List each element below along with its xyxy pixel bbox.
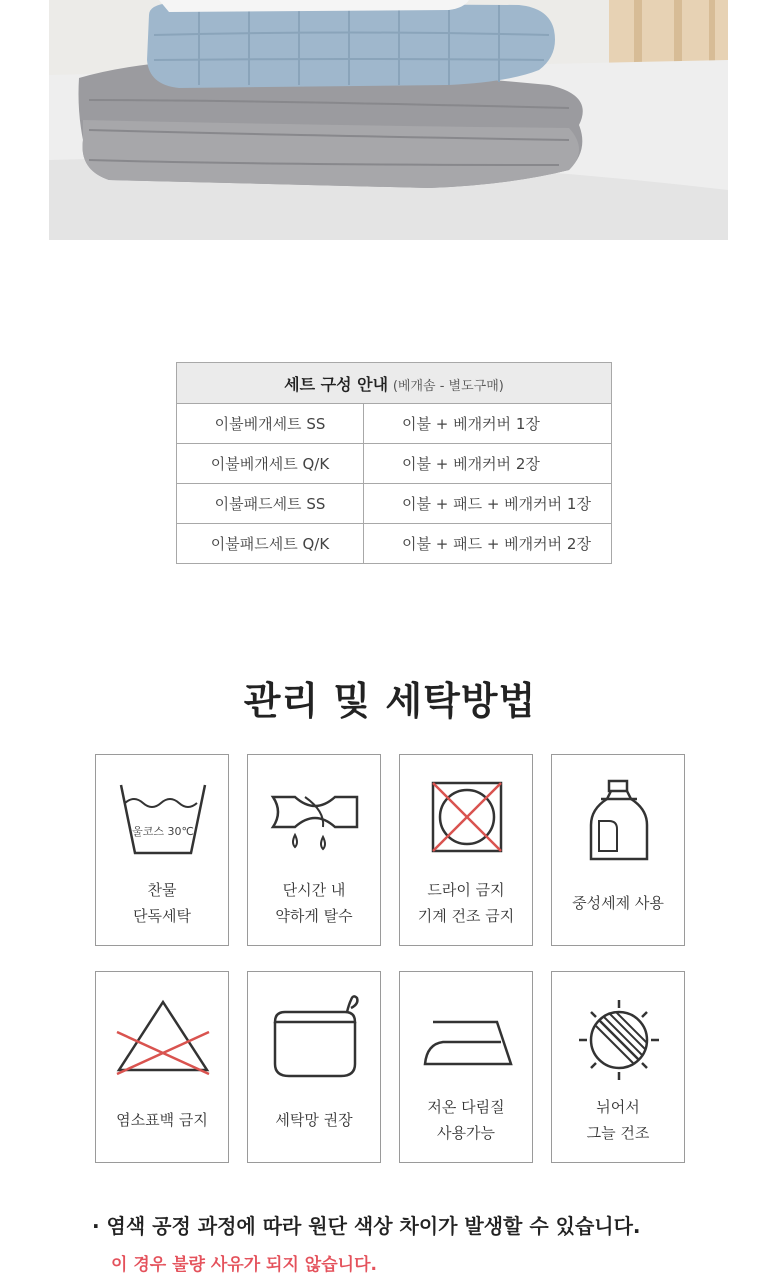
table-row [177, 524, 612, 564]
care-label-line1: 중성세제 사용 [572, 894, 664, 912]
care-label-line1: 드라이 금지 [427, 881, 505, 899]
laundry-net-icon [265, 992, 365, 1082]
care-label-line2: 약하게 탈수 [275, 907, 353, 925]
table-header [177, 363, 612, 404]
shade-dry-icon [569, 992, 669, 1082]
low-iron-icon [417, 992, 517, 1082]
care-card-dry [399, 754, 533, 946]
wring-icon [265, 775, 365, 865]
set-name: 이불패드세트 Q/K [177, 524, 364, 564]
wash-tub-icon [113, 775, 213, 865]
table-row [177, 404, 612, 444]
set-contents: 이불 + 패드 + 베개커버 1장 [364, 484, 612, 524]
care-card-bleach [95, 971, 229, 1163]
care-label-line1: 저온 다림질 [427, 1098, 505, 1116]
care-label-line1: 뉘어서 [596, 1098, 640, 1116]
care-card-detergent [551, 754, 685, 946]
care-label-line1: 염소표백 금지 [116, 1111, 208, 1129]
detergent-bottle-icon [569, 775, 669, 865]
table-header-subtitle: (베개솜 - 별도구매) [392, 378, 504, 394]
care-card-shade-dry [551, 971, 685, 1163]
set-contents: 이불 + 베개커버 2장 [364, 444, 612, 484]
set-name: 이불패드세트 SS [177, 484, 364, 524]
care-section-title: 관리 및 세탁방법 [243, 679, 537, 723]
care-label-line2: 사용가능 [437, 1124, 495, 1142]
set-contents: 이불 + 패드 + 베개커버 2장 [364, 524, 612, 564]
product-photo [49, 0, 728, 240]
table-header-title: 세트 구성 안내 [284, 374, 389, 394]
care-card-iron [399, 971, 533, 1163]
care-label-line2: 단독세탁 [133, 907, 191, 925]
care-label-line1: 찬물 [147, 881, 177, 899]
no-tumble-dry-icon [417, 775, 517, 865]
care-label-line1: 세탁망 권장 [275, 1111, 353, 1129]
care-card-net [247, 971, 381, 1163]
no-bleach-icon [113, 992, 213, 1082]
table-row [177, 444, 612, 484]
care-label-line2: 그늘 건조 [586, 1124, 650, 1142]
care-card-spin [247, 754, 381, 946]
set-name: 이불베개세트 SS [177, 404, 364, 444]
care-label-line1: 단시간 내 [282, 881, 346, 899]
care-card-wash [95, 754, 229, 946]
table-row [177, 484, 612, 524]
care-label-line2: 기계 건조 금지 [417, 907, 515, 925]
set-name: 이불베개세트 Q/K [177, 444, 364, 484]
color-variance-note: · 염색 공정 과정에 따라 원단 색상 차이가 발생할 수 있습니다. [92, 1214, 641, 1238]
set-composition-table [176, 362, 612, 564]
defect-disclaimer: 이 경우 불량 사유가 되지 않습니다. [111, 1255, 377, 1275]
set-contents: 이불 + 베개커버 1장 [364, 404, 612, 444]
tub-temp-label: 울코스 30℃ [132, 825, 194, 838]
